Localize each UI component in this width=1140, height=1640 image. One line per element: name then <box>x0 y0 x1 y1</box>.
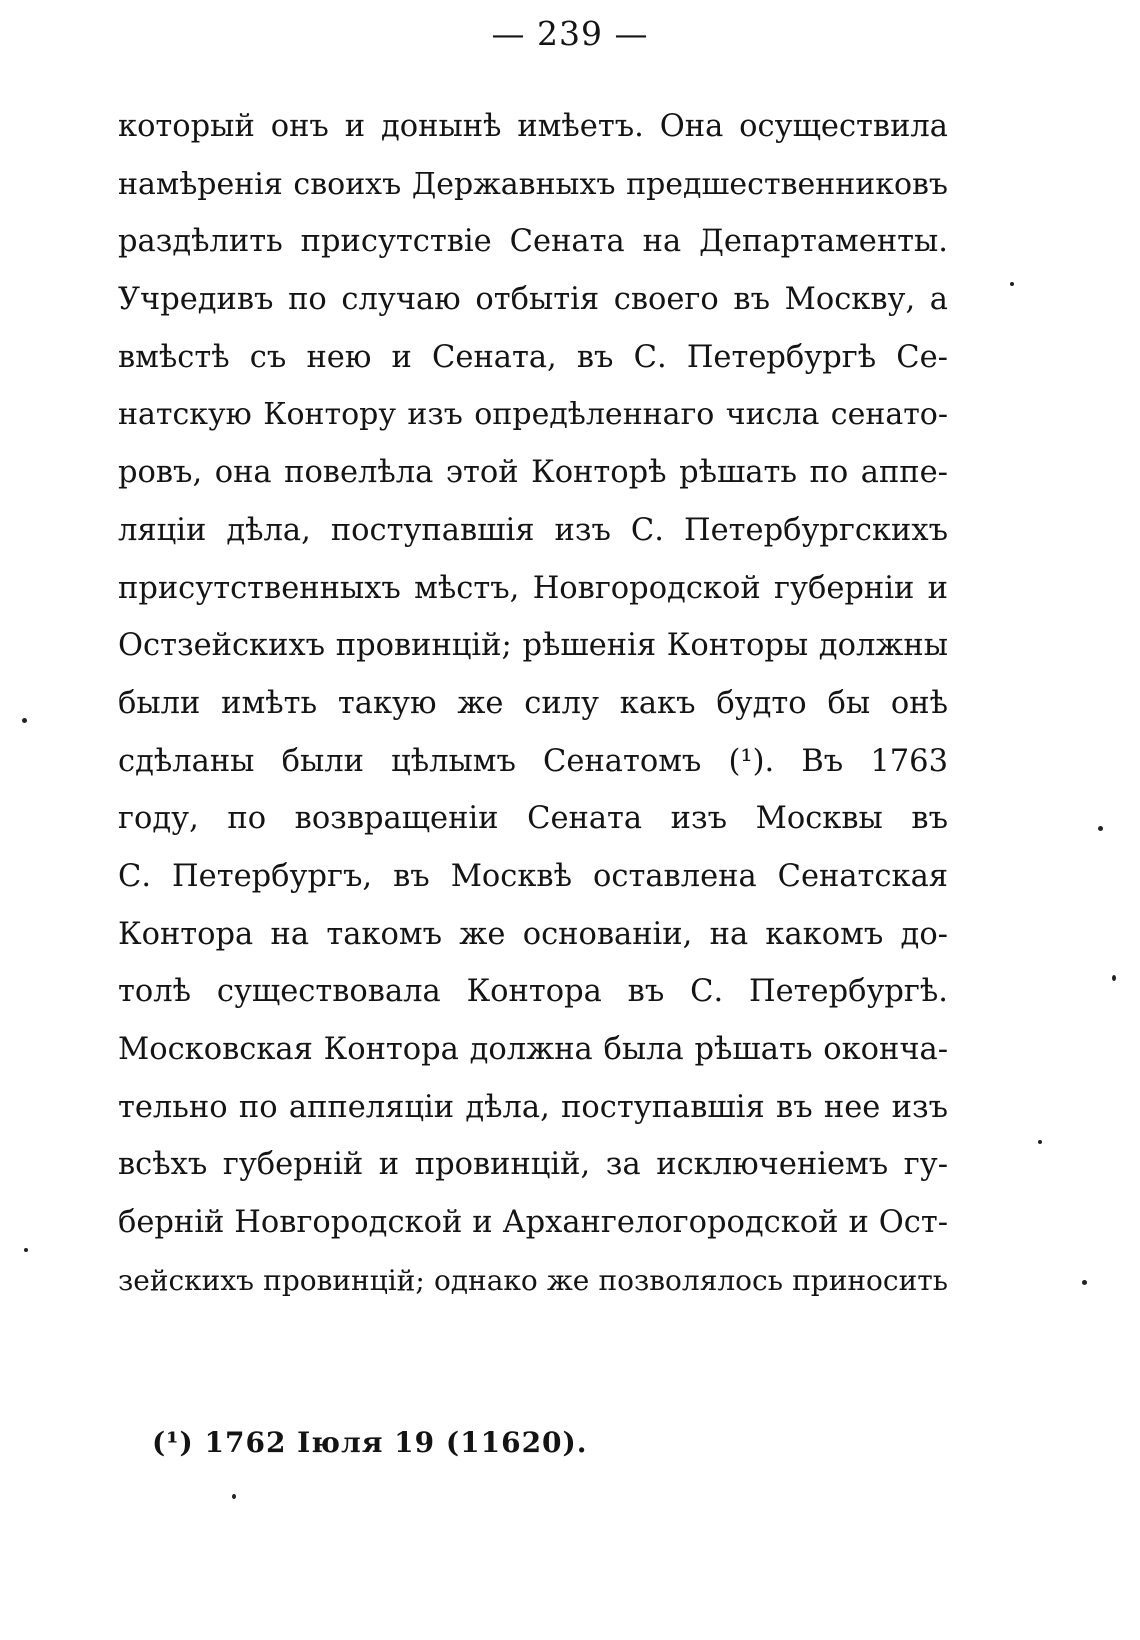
text-line: зейскихъ провинцій; однако же позволялось приносить <box>118 1263 948 1297</box>
text-line: раздѣлить присутствіе Сената на Департаменты. <box>118 224 948 260</box>
text-line: Контора на такомъ же основаніи, на какомъ до- <box>118 916 948 952</box>
text-line: намѣренія своихъ Державныхъ предшественниковъ <box>118 166 948 202</box>
text-line: толѣ существовала Контора въ С. Петербургѣ. <box>118 974 948 1010</box>
text-line: были имѣть такую же силу какъ будто бы онѣ <box>118 685 948 721</box>
text-line: Московская Контора должна была рѣшать оконча- <box>118 1032 948 1067</box>
body-text <box>118 98 948 1309</box>
page-number: — 239 — <box>491 14 649 53</box>
text-line: ровъ, она повелѣла этой Конторѣ рѣшать по аппе- <box>118 455 948 491</box>
footnote: (¹) 1762 Іюля 19 (11620). <box>152 1426 588 1459</box>
scan-speck <box>1038 1140 1042 1144</box>
text-line: вмѣстѣ съ нею и Сената, въ С. Петербургѣ Се- <box>118 339 948 375</box>
text-line: Остзейскихъ провинцій; рѣшенія Конторы должны <box>118 628 948 664</box>
scan-speck <box>1082 1280 1087 1285</box>
text-line: который онъ и донынѣ имѣетъ. Она осуществила <box>118 109 948 144</box>
scan-speck <box>22 718 27 723</box>
scan-speck <box>232 1494 236 1499</box>
scan-speck <box>1010 282 1014 286</box>
text-line: присутственныхъ мѣстъ, Новгородской губерніи и <box>118 570 948 606</box>
scan-speck <box>24 1248 28 1252</box>
text-line: берній Новгородской и Архангелогородской и Ост- <box>118 1205 948 1241</box>
text-line: натскую Контору изъ опредѣленнаго числа сенато- <box>118 397 948 433</box>
text-line: сдѣланы были цѣлымъ Сенатомъ (¹). Въ 1763 <box>118 743 948 779</box>
scan-speck <box>1098 826 1103 831</box>
text-line: тельно по аппеляціи дѣла, поступавшія въ нее изъ <box>118 1089 948 1125</box>
text-line: всѣхъ губерній и провинцій, за исключеніемъ гу- <box>118 1147 948 1183</box>
scan-speck <box>1112 975 1116 981</box>
text-line: Учредивъ по случаю отбытія своего въ Москву, а <box>118 282 948 318</box>
text-line: году, по возвращеніи Сената изъ Москвы въ <box>118 801 948 837</box>
text-line: ляціи дѣла, поступавшія изъ С. Петербургскихъ <box>118 512 948 548</box>
text-line: С. Петербургъ, въ Москвѣ оставлена Сенатская <box>118 858 948 894</box>
